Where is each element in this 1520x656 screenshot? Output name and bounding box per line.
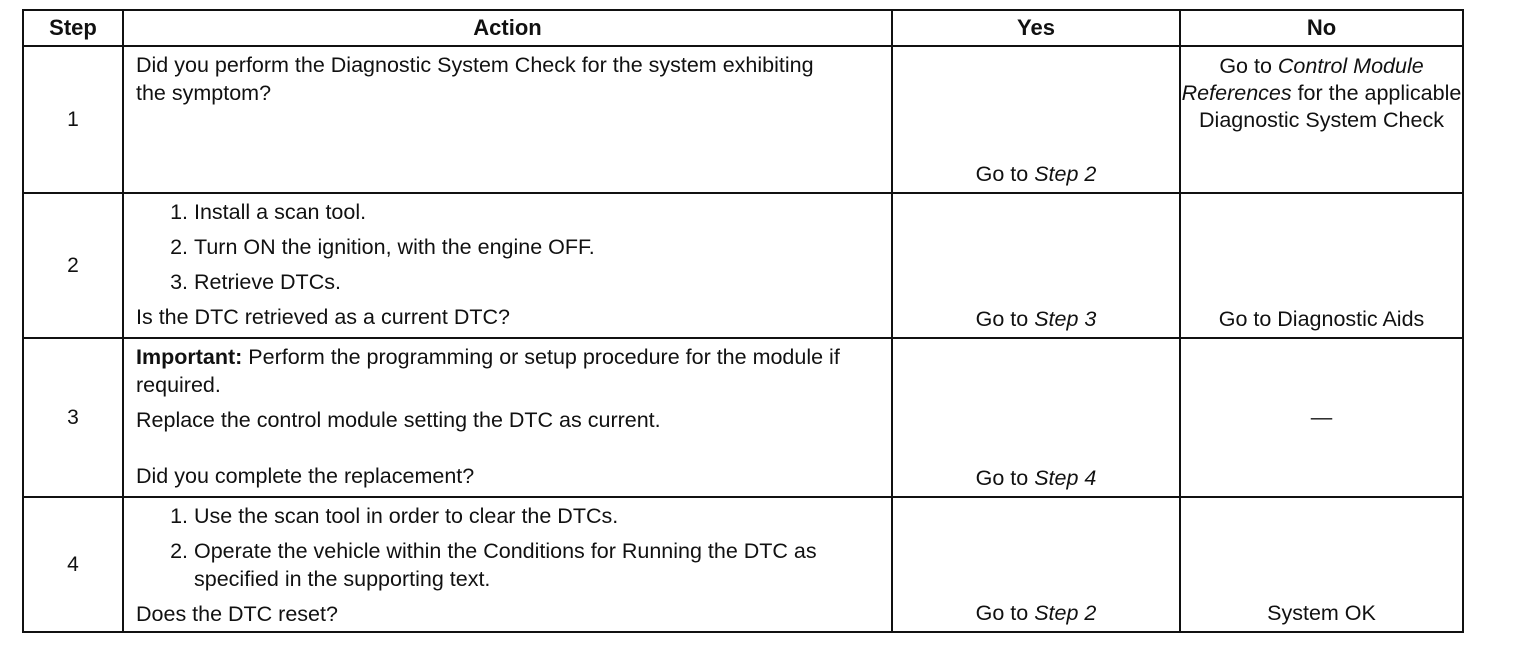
list-item: 1. Use the scan tool in order to clear the DTCs. bbox=[194, 502, 881, 530]
action-instruction: Replace the control module setting the DTC as current. bbox=[136, 408, 661, 432]
yes-prefix: Go to bbox=[975, 162, 1035, 186]
yes-prefix: Go to bbox=[975, 466, 1035, 490]
yes-cell bbox=[892, 497, 1180, 632]
table-row bbox=[23, 338, 1463, 497]
table-row bbox=[23, 46, 1463, 193]
no-cell: System OK bbox=[1180, 497, 1463, 632]
list-item: 3. Retrieve DTCs. bbox=[194, 268, 881, 296]
action-cell bbox=[123, 46, 892, 193]
diagnostic-table bbox=[22, 9, 1464, 633]
yes-link: Step 2 bbox=[1034, 601, 1097, 625]
no-suffix: for the applicable Diagnostic System Check bbox=[1199, 81, 1462, 132]
no-prefix: Go to bbox=[1219, 54, 1278, 78]
yes-prefix: Go to bbox=[975, 601, 1035, 625]
important-text: Perform the programming or setup procedure for the module if required. bbox=[136, 345, 840, 397]
important-label: Important: bbox=[136, 345, 243, 369]
yes-cell bbox=[892, 338, 1180, 497]
no-cell bbox=[1180, 46, 1463, 193]
action-list bbox=[136, 502, 881, 593]
list-item: 1. Install a scan tool. bbox=[194, 198, 881, 226]
yes-link: Step 4 bbox=[1034, 466, 1097, 490]
action-list bbox=[136, 198, 881, 296]
header-action: Action bbox=[123, 10, 892, 46]
yes-link: Step 2 bbox=[1034, 162, 1097, 186]
table-row bbox=[23, 497, 1463, 632]
step-number: 2 bbox=[23, 193, 123, 338]
list-item: 2. Operate the vehicle within the Conditions for Running the DTC as specified in the supporting text. bbox=[194, 537, 881, 593]
action-cell bbox=[123, 338, 892, 497]
header-step: Step bbox=[23, 10, 123, 46]
action-cell bbox=[123, 497, 892, 632]
step-number: 3 bbox=[23, 338, 123, 497]
no-cell: Go to Diagnostic Aids bbox=[1180, 193, 1463, 338]
no-cell: — bbox=[1180, 338, 1463, 497]
action-cell bbox=[123, 193, 892, 338]
yes-cell bbox=[892, 193, 1180, 338]
important-note bbox=[136, 343, 881, 399]
yes-link: Step 3 bbox=[1034, 307, 1097, 331]
header-no: No bbox=[1180, 10, 1463, 46]
action-text: Did you perform the Diagnostic System Check for the system exhibiting the symptom? bbox=[136, 53, 814, 105]
step-number: 1 bbox=[23, 46, 123, 193]
action-question: Did you complete the replacement? bbox=[136, 464, 475, 488]
list-item: 2. Turn ON the ignition, with the engine OFF. bbox=[194, 233, 881, 261]
action-question: Does the DTC reset? bbox=[136, 602, 338, 626]
no-link: Control Module References bbox=[1181, 54, 1424, 105]
header-yes: Yes bbox=[892, 10, 1180, 46]
step-number: 4 bbox=[23, 497, 123, 632]
header-row bbox=[23, 10, 1463, 46]
table-row bbox=[23, 193, 1463, 338]
yes-cell bbox=[892, 46, 1180, 193]
yes-prefix: Go to bbox=[975, 307, 1035, 331]
action-question: Is the DTC retrieved as a current DTC? bbox=[136, 305, 510, 329]
